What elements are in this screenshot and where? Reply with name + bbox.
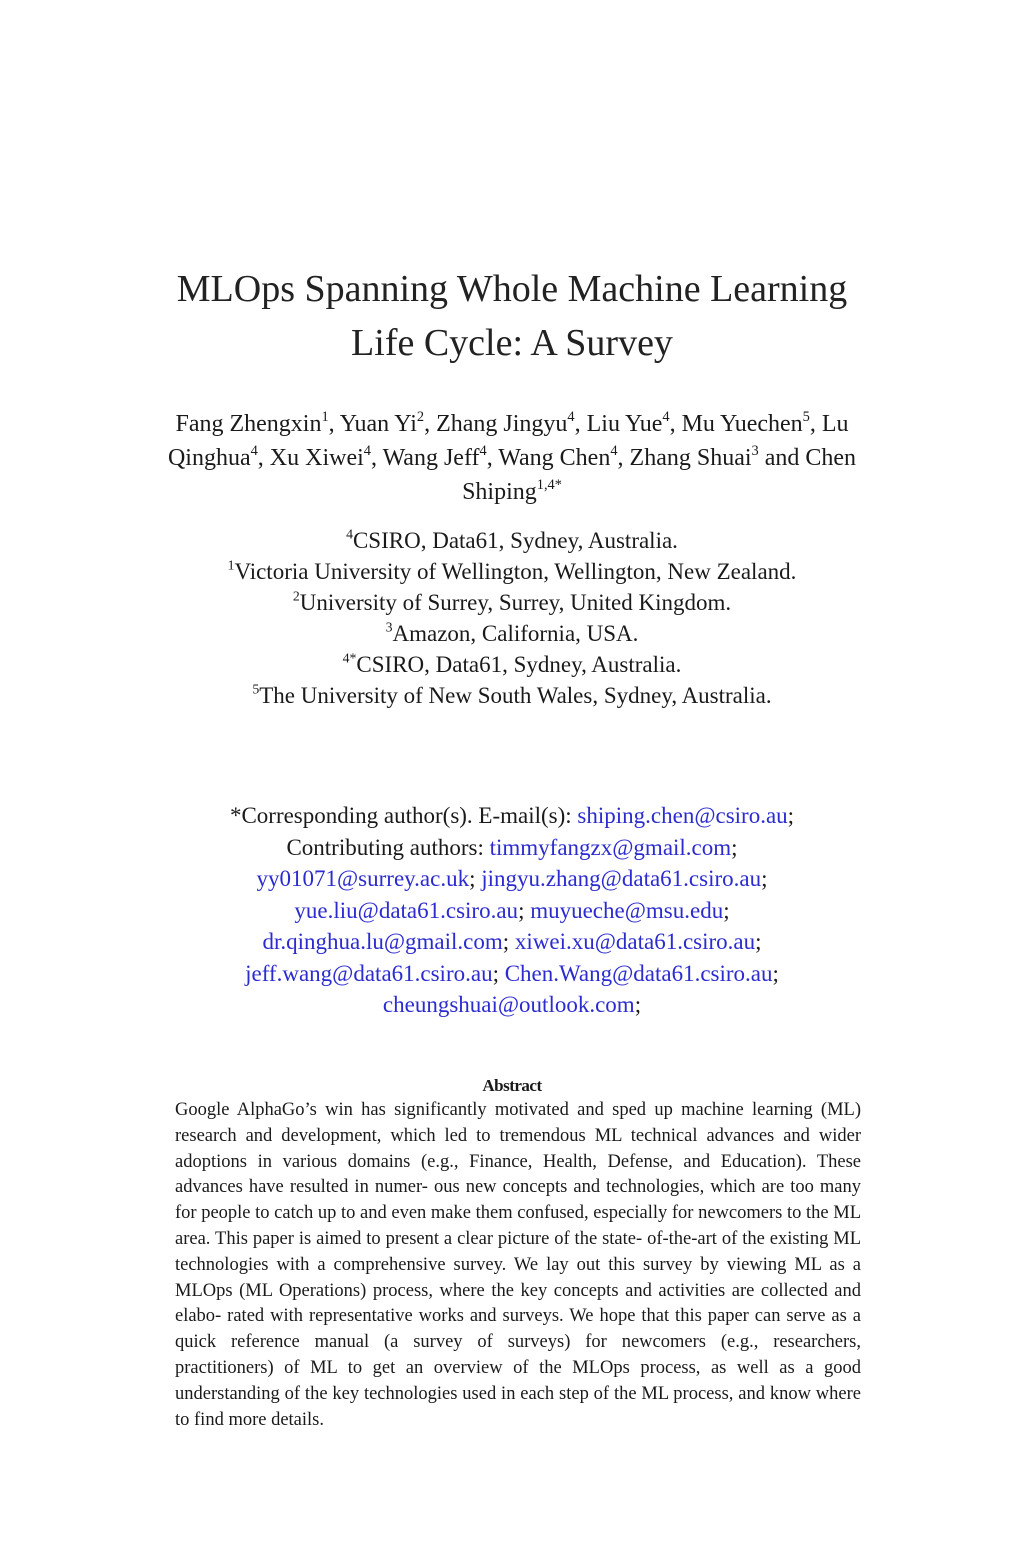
author-name: Lu Qinghua: [167, 411, 849, 471]
email-link[interactable]: jeff.wang@data61.csiro.au: [245, 960, 493, 986]
author-list: [150, 407, 874, 509]
author: [175, 408, 340, 437]
abstract-body: Google AlphaGo’s win has significantly motivated and sped up machine learning (ML) research and development, which led to tremendous ML technical advances and wider adoptions in various domains (e.g., Finance, Health, Defense, and Education). These advances have resulted in numer- ous new concepts and technologies, which are too many for people to catch up to and even make them confused, especially for newcomers to the ML area. This paper is aimed to present a clear picture of the state- of-the-art of the existing ML technologies with a comprehensive survey. We lay out this survey by viewing ML as a MLOps (ML Operations) process, where the key concepts and activities are collected and elabo- rated with representative works and surveys. We hope that this paper can serve as a quick reference manual (a survey of surveys) for newcomers (e.g., researchers, practitioners) of ML to get an overview of the MLOps process, as well as a good understanding of the key technologies used in each step of the ML process, and know where to find more details.: [175, 1100, 861, 1430]
affiliation-text: Amazon, California, USA.: [392, 621, 639, 646]
affiliation-text: CSIRO, Data61, Sydney, Australia.: [352, 528, 678, 553]
author-separator: and: [758, 445, 806, 471]
email-link[interactable]: shiping.chen@csiro.au: [577, 803, 788, 828]
author-affil-mark: 4: [567, 408, 575, 425]
affiliation-mark: 4*: [342, 650, 357, 666]
author-name: Mu Yuechen: [681, 411, 803, 437]
email-line: yy01071@surrey.ac.uk; jingyu.zhang@data61.csiro.au;: [256, 866, 768, 891]
title-line-2: Life Cycle: A Survey: [351, 322, 673, 364]
author-affil-mark: 1,4*: [536, 476, 562, 493]
author-separator: ,: [809, 411, 822, 437]
affiliation-text: CSIRO, Data61, Sydney, Australia.: [356, 652, 682, 677]
email-line: Contributing authors: timmyfangzx@gmail.com;: [286, 834, 738, 860]
author-name: Chen Shiping: [462, 445, 857, 505]
corresponding-label: *Corresponding author(s). E-mail(s):: [229, 803, 578, 828]
author-affil-mark: 2: [416, 408, 425, 425]
email-link[interactable]: xiwei.xu@data61.csiro.au: [514, 929, 756, 954]
author: [436, 408, 587, 437]
affiliation: [0, 525, 1024, 556]
abstract-heading: Abstract: [482, 1076, 542, 1095]
author-name: Yuan Yi: [339, 411, 417, 437]
email-block: [0, 800, 1024, 1021]
author-name: Zhang Shuai: [629, 445, 752, 471]
author-separator: ,: [574, 411, 587, 437]
affiliation-mark: 3: [385, 619, 393, 635]
author-affil-mark: 4: [250, 442, 258, 459]
affiliation-mark: 2: [292, 588, 300, 604]
email-line: cheungshuai@outlook.com;: [382, 992, 642, 1017]
affiliation: [0, 680, 1024, 711]
author-separator: ,: [424, 411, 437, 437]
email-link[interactable]: cheungshuai@outlook.com: [382, 992, 635, 1017]
author-name: Fang Zhengxin: [175, 411, 322, 437]
author-affil-mark: 4: [479, 442, 487, 459]
affiliation-text: Victoria University of Wellington, Wellington, New Zealand.: [234, 559, 797, 584]
title-line-1: MLOps Spanning Whole Machine Learning: [176, 268, 848, 310]
author-affil-mark: 4: [363, 442, 371, 459]
author-separator: ,: [486, 445, 499, 471]
email-line: dr.qinghua.lu@gmail.com; xiwei.xu@data61.csiro.au;: [262, 929, 762, 954]
affiliation-text: University of Surrey, Surrey, United Kingdom.: [299, 590, 732, 615]
author-separator: ,: [370, 445, 383, 471]
email-link[interactable]: yue.liu@data61.csiro.au: [294, 897, 519, 923]
author: [586, 408, 682, 437]
author: [681, 408, 822, 437]
email-line: *Corresponding author(s). E-mail(s): shiping.chen@csiro.au;: [229, 803, 795, 828]
author-affil-mark: 4: [610, 442, 618, 459]
email-link[interactable]: muyueche@msu.edu: [530, 897, 724, 923]
contributing-label: Contributing authors:: [286, 834, 490, 860]
author-name: Zhang Jingyu: [436, 411, 568, 437]
author-affil-mark: 5: [802, 408, 810, 425]
email-link[interactable]: Chen.Wang@data61.csiro.au: [504, 960, 773, 986]
author: [269, 442, 383, 471]
author-separator: ,: [328, 411, 340, 437]
email-link[interactable]: dr.qinghua.lu@gmail.com: [262, 929, 503, 954]
author-affil-mark: 4: [662, 408, 670, 425]
affiliation: [0, 587, 1024, 618]
email-line: jeff.wang@data61.csiro.au; Chen.Wang@data61.csiro.au;: [245, 960, 779, 986]
author: [498, 442, 630, 471]
author: [629, 442, 806, 471]
email-link[interactable]: timmyfangzx@gmail.com: [489, 834, 732, 860]
author-separator: ,: [617, 445, 630, 471]
affiliation-mark: 5: [252, 681, 260, 697]
affiliation-text: The University of New South Wales, Sydney, Australia.: [259, 683, 772, 708]
author-name: Wang Jeff: [382, 445, 480, 471]
affiliation-list: [0, 525, 1024, 711]
author-name: Xu Xiwei: [269, 445, 364, 471]
author: [382, 442, 499, 471]
author-name: Liu Yue: [586, 411, 663, 437]
author-name: Wang Chen: [498, 445, 611, 471]
author-affil-mark: 3: [751, 442, 759, 459]
author-separator: ,: [669, 411, 682, 437]
affiliation: [0, 618, 1024, 649]
affiliation: [0, 649, 1024, 680]
email-line: yue.liu@data61.csiro.au; muyueche@msu.edu;: [294, 897, 730, 923]
affiliation-mark: 1: [227, 557, 235, 573]
affiliation: [0, 556, 1024, 587]
author-separator: ,: [257, 445, 270, 471]
author-affil-mark: 1: [321, 408, 329, 425]
email-link[interactable]: jingyu.zhang@data61.csiro.au: [481, 866, 762, 891]
affiliation-mark: 4: [346, 526, 353, 542]
paper-title: [0, 262, 1024, 370]
author: [339, 408, 437, 437]
email-link[interactable]: yy01071@surrey.ac.uk: [256, 866, 470, 891]
